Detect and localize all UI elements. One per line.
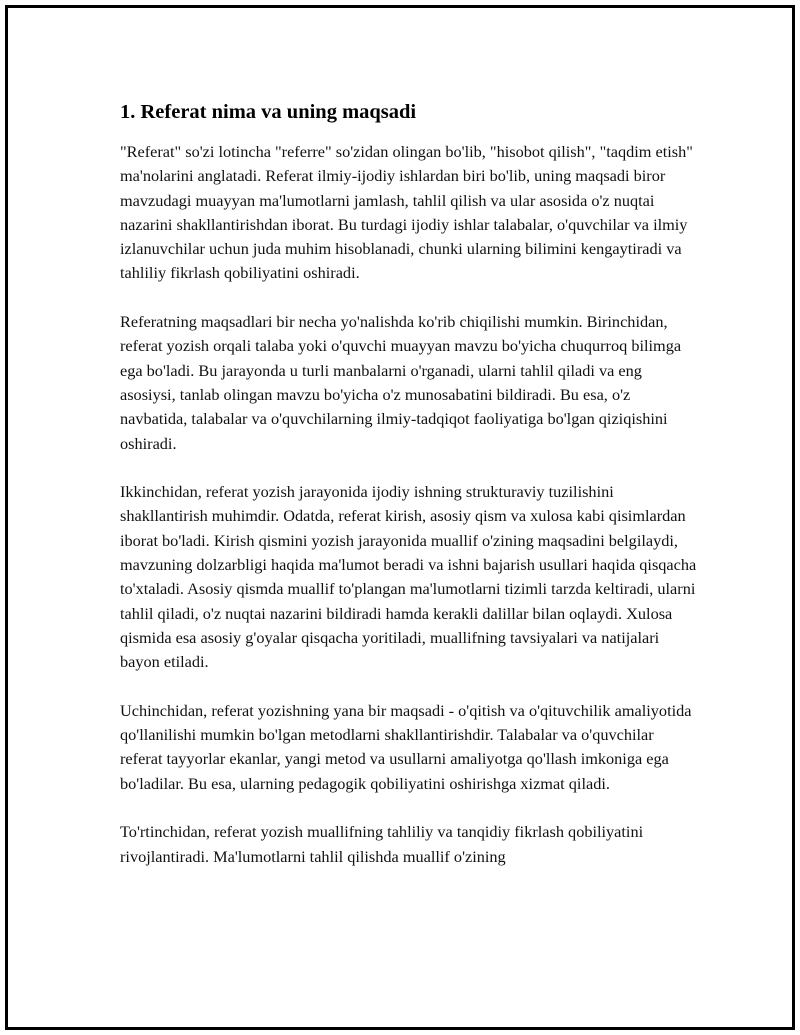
paragraph-1: "Referat" so'zi lotincha "referre" so'zidan olingan bo'lib, "hisobot qilish", "taqdim etish" ma'nolarini anglatadi. Referat ilmiy-ijodiy ishlardan biri bo'lib, uning maqsadi biror mavzudagi muayyan ma'lumotlarni jamlash, tahlil qilish va ular asosida o'z nuqtai nazarini shakllantirishdan iborat. Bu turdagi ijodiy ishlar talabalar, o'quvchilar va ilmiy izlanuvchilar uchun juda muhim hisoblanadi, chunki ularning bilimini kengaytiradi va tahliliy fikrlash qobiliyatini oshiradi. (120, 142, 693, 283)
document-page (5, 5, 795, 1030)
paragraph-2: Referatning maqsadlari bir necha yo'nalishda ko'rib chiqilishi mumkin. Birinchidan, referat yozish orqali talaba yoki o'quvchi muayyan mavzu bo'yicha chuqurroq bilimga ega bo'ladi. Bu jarayonda u turli manbalarni o'rganadi, ularni tahlil qiladi va eng asosiysi, tanlab olingan mavzu bo'yicha o'z munosabatini bildiradi. Bu esa, o'z navbatida, talabalar va o'quvchilarning ilmiy-tadqiqot faoliyatiga bo'lgan qiziqishini oshiradi. (120, 312, 682, 453)
section-heading: 1. Referat nima va uning maqsadi (120, 101, 417, 123)
paragraph-3: Ikkinchidan, referat yozish jarayonida ijodiy ishning strukturaviy tuzilishini shakllantirish muhimdir. Odatda, referat kirish, asosiy qism va xulosa kabi qisimlardan iborat bo'ladi. Kirish qismini yozish jarayonida muallif o'zining maqsadini belgilaydi, mavzuning dolzarbligi haqida ma'lumot beradi va ishni bajarish usullari haqida qisqacha to'xtaladi. Asosiy qismda muallif to'plangan ma'lumotlarni tizimli tarzda keltiradi, ularni tahlil qiladi, o'z nuqtai nazarini bildiradi hamda kerakli dalillar bilan oqlaydi. Xulosa qismida esa asosiy g'oyalar qisqacha yoritiladi, muallifning tavsiyalari va natijalari bayon etiladi. (120, 482, 697, 672)
document-body (120, 98, 700, 893)
paragraph-5: To'rtinchidan, referat yozish muallifning tahliliy va tanqidiy fikrlash qobiliyatini rivojlantiradi. Ma'lumotlarni tahlil qilishda muallif o'zining (120, 822, 644, 866)
paragraph-4: Uchinchidan, referat yozishning yana bir maqsadi - o'qitish va o'qituvchilik amaliyotida qo'llanilishi mumkin bo'lgan metodlarni shakllantirishdir. Talabalar va o'quvchilar referat tayyorlar ekanlar, yangi metod va usullarni amaliyotga qo'llash imkoniga ega bo'ladilar. Bu esa, ularning pedagogik qobiliyatini oshirishga xizmat qiladi. (120, 700, 692, 793)
